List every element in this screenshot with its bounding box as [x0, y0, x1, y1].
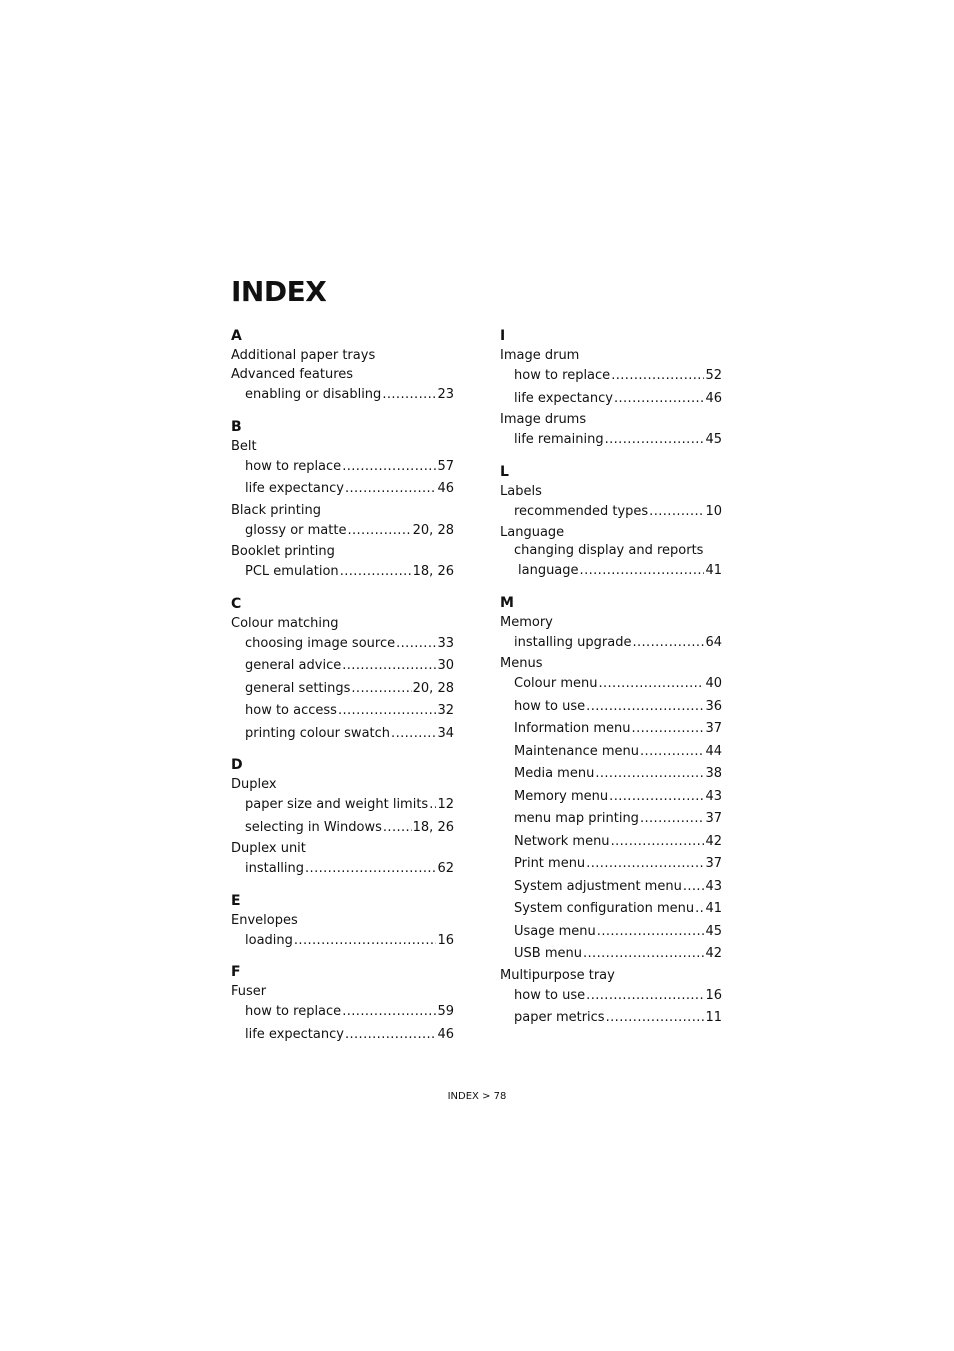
index-term: loading: [245, 932, 293, 948]
dot-leader: [649, 501, 704, 524]
index-page-reference: 46: [437, 481, 454, 496]
index-page-reference: 64: [705, 634, 722, 650]
index-term: how to access: [245, 703, 337, 718]
index-main-entry: Colour matching: [231, 615, 339, 631]
index-sub-entry: [500, 542, 722, 560]
dot-leader: [598, 673, 704, 696]
dot-leader: [294, 930, 437, 953]
dot-leader: [683, 876, 705, 899]
index-term: how to replace: [245, 1004, 342, 1019]
dot-leader: [611, 831, 705, 854]
index-sub-entry: [231, 794, 454, 817]
index-sub-entry: [500, 718, 722, 741]
index-term: System configuration menu: [514, 901, 695, 916]
index-page-reference: 18, 26: [412, 819, 454, 835]
index-page-reference: 20, 28: [412, 680, 454, 696]
index-term: paper size and weight limits: [245, 797, 429, 812]
index-page-reference: 16: [437, 932, 454, 948]
index-column-right: [500, 326, 722, 1040]
index-letter-heading: C: [231, 595, 242, 612]
index-sub-entry: [231, 723, 454, 746]
dot-leader: [640, 808, 705, 831]
index-main-entry: Additional paper trays: [231, 348, 376, 363]
index-column-left: [231, 326, 454, 1056]
index-term: installing: [245, 861, 305, 876]
index-term: Maintenance menu: [514, 743, 639, 759]
index-term: general settings: [245, 680, 351, 696]
index-term: recommended types: [514, 503, 649, 519]
dot-leader: [338, 700, 437, 723]
index-term: how to replace: [514, 368, 611, 383]
index-term: paper metrics: [514, 1010, 605, 1025]
index-term: changing display and reports: [514, 543, 704, 558]
index-term: Media menu: [514, 766, 595, 781]
index-page-reference: 45: [705, 923, 722, 939]
index-page-reference: 44: [705, 743, 722, 759]
index-sub-entry: [500, 786, 722, 809]
index-main-entry: Advanced features: [231, 367, 354, 382]
index-page-reference: 37: [705, 811, 722, 826]
index-term: general advice: [245, 658, 342, 673]
index-letter-heading: M: [500, 594, 514, 611]
index-term: how to use: [514, 987, 586, 1003]
index-sub-entry: [231, 384, 454, 407]
index-page-reference: 32: [437, 703, 454, 718]
dot-leader: [342, 456, 436, 479]
index-page-reference: 42: [705, 833, 722, 849]
index-page-reference: 34: [437, 725, 454, 741]
index-page-reference: 36: [705, 698, 722, 714]
index-page-reference: 40: [705, 676, 722, 691]
index-term: enabling or disabling: [245, 387, 382, 402]
index-letter-group: [500, 326, 722, 452]
index-sub-entry: [231, 678, 454, 701]
dot-leader: [632, 718, 705, 741]
index-letter-heading: D: [231, 757, 243, 773]
dot-leader: [606, 1007, 705, 1030]
index-term: Memory menu: [514, 788, 609, 804]
dot-leader: [605, 429, 705, 452]
index-main-entry: Fuser: [231, 984, 267, 999]
index-main-entry: Memory: [500, 614, 553, 630]
index-page-reference: 11: [705, 1010, 722, 1025]
index-sub-entry: [231, 633, 454, 656]
dot-leader: [640, 741, 704, 764]
index-sub-entry: [500, 943, 722, 966]
dot-leader: [611, 365, 704, 388]
index-term: System adjustment menu: [514, 878, 682, 894]
index-page-reference: 10: [705, 503, 722, 519]
dot-leader: [382, 384, 436, 407]
index-main-entry: Language: [500, 525, 565, 540]
page-title: INDEX: [231, 275, 327, 308]
dot-leader: [342, 1001, 436, 1024]
index-sub-entry: [231, 655, 454, 678]
index-sub-entry: [231, 817, 454, 840]
index-main-entry: Duplex unit: [231, 841, 306, 856]
dot-leader: [305, 858, 436, 881]
index-term: glossy or matte: [245, 522, 347, 538]
dot-leader: [586, 853, 704, 876]
index-letter-heading: F: [231, 964, 241, 980]
index-sub-entry-continuation: [500, 560, 722, 583]
index-sub-entry: [231, 1001, 454, 1024]
index-sub-entry: [500, 365, 722, 388]
index-term: Print menu: [514, 856, 586, 871]
dot-leader: [597, 921, 705, 944]
index-main-entry: Image drums: [500, 412, 587, 427]
index-sub-entry: [231, 520, 454, 543]
dot-leader: [614, 388, 705, 411]
index-term: language: [518, 563, 579, 578]
index-sub-entry: [500, 741, 722, 764]
index-page-reference: 45: [705, 432, 722, 447]
index-main-entry: Belt: [231, 438, 257, 454]
dot-leader: [429, 794, 436, 817]
index-page-reference: 30: [437, 658, 454, 673]
index-sub-entry: [500, 985, 722, 1008]
index-sub-entry: [500, 876, 722, 899]
index-page-reference: 62: [437, 861, 454, 876]
dot-leader: [340, 561, 412, 584]
index-letter-heading: L: [500, 463, 509, 480]
index-term: selecting in Windows: [245, 819, 382, 835]
index-term: Usage menu: [514, 923, 596, 939]
dot-leader: [609, 786, 704, 809]
index-letter-heading: B: [231, 418, 242, 435]
index-sub-entry: [500, 898, 722, 921]
index-term: life expectancy: [514, 390, 613, 406]
dot-leader: [586, 696, 704, 719]
index-letter-group: [500, 462, 722, 583]
index-page-reference: 37: [705, 721, 722, 736]
index-main-entry: Multipurpose tray: [500, 967, 615, 983]
index-page-reference: 46: [705, 390, 722, 406]
index-letter-group: [231, 594, 454, 746]
index-term: installing upgrade: [514, 634, 632, 650]
index-page-reference: 42: [705, 946, 722, 961]
index-sub-entry: [500, 501, 722, 524]
index-page-reference: 57: [437, 458, 454, 474]
index-sub-entry: [500, 808, 722, 831]
index-sub-entry: [231, 930, 454, 953]
dot-leader: [342, 655, 436, 678]
index-sub-entry: [231, 1024, 454, 1047]
index-main-entry: Duplex: [231, 777, 277, 792]
index-sub-entry: [231, 700, 454, 723]
index-term: printing colour swatch: [245, 725, 391, 741]
index-main-entry: Menus: [500, 656, 543, 671]
index-page-reference: 43: [705, 878, 722, 894]
dot-leader: [345, 1024, 437, 1047]
dot-leader: [583, 943, 704, 966]
index-letter-group: [231, 891, 454, 953]
index-sub-entry: [500, 696, 722, 719]
dot-leader: [396, 633, 436, 656]
index-page-reference: 46: [437, 1026, 454, 1042]
index-sub-entry: [500, 1007, 722, 1030]
index-main-entry: Image drum: [500, 348, 580, 363]
index-term: Network menu: [514, 833, 610, 849]
index-page-reference: 37: [705, 856, 722, 871]
index-sub-entry: [231, 561, 454, 584]
index-main-entry: Labels: [500, 483, 542, 499]
index-page-reference: 12: [437, 797, 454, 812]
index-term: life expectancy: [245, 1026, 344, 1042]
index-page-reference: 43: [705, 788, 722, 804]
index-page-reference: 18, 26: [412, 564, 454, 579]
dot-leader: [351, 678, 411, 701]
index-term: Information menu: [514, 721, 631, 736]
index-page-reference: 38: [705, 766, 722, 781]
index-page-reference: 33: [437, 635, 454, 651]
index-letter-heading: A: [231, 328, 242, 344]
index-sub-entry: [500, 763, 722, 786]
index-sub-entry: [500, 673, 722, 696]
dot-leader: [632, 632, 704, 655]
index-letter-group: [231, 326, 454, 407]
index-term: choosing image source: [245, 635, 396, 651]
index-sub-entry: [231, 478, 454, 501]
index-letter-group: [500, 593, 722, 1030]
index-term: menu map printing: [514, 811, 639, 826]
index-main-entry: Booklet printing: [231, 544, 335, 559]
index-sub-entry: [231, 456, 454, 479]
dot-leader: [391, 723, 436, 746]
dot-leader: [695, 898, 704, 921]
dot-leader: [347, 520, 411, 543]
index-sub-entry: [500, 429, 722, 452]
index-sub-entry: [231, 858, 454, 881]
index-letter-group: [231, 417, 454, 584]
index-term: how to replace: [245, 458, 342, 474]
index-page-reference: 41: [705, 901, 722, 916]
index-letter-heading: I: [500, 328, 506, 344]
index-sub-entry: [500, 853, 722, 876]
index-page-reference: 23: [437, 387, 454, 402]
index-sub-entry: [500, 921, 722, 944]
index-main-entry: Black printing: [231, 502, 321, 518]
index-sub-entry: [500, 831, 722, 854]
index-term: how to use: [514, 698, 586, 714]
index-term: life expectancy: [245, 481, 344, 496]
page-footer: INDEX > 78: [447, 1091, 507, 1102]
index-page-reference: 20, 28: [412, 522, 454, 538]
index-sub-entry: [500, 632, 722, 655]
index-term: USB menu: [514, 946, 582, 961]
dot-leader: [586, 985, 704, 1008]
index-letter-group: [231, 962, 454, 1046]
index-letter-group: [231, 755, 454, 881]
index-main-entry: Envelopes: [231, 912, 298, 928]
index-page-reference: 16: [705, 987, 722, 1003]
index-page-reference: 41: [705, 563, 722, 578]
index-term: Colour menu: [514, 676, 598, 691]
index-letter-heading: E: [231, 892, 241, 909]
index-sub-entry: [500, 388, 722, 411]
index-term: life remaining: [514, 432, 604, 447]
dot-leader: [580, 560, 705, 583]
dot-leader: [595, 763, 704, 786]
dot-leader: [383, 817, 412, 840]
index-term: PCL emulation: [245, 564, 339, 579]
dot-leader: [345, 478, 437, 501]
index-page-reference: 52: [705, 368, 722, 383]
index-page-reference: 59: [437, 1004, 454, 1019]
